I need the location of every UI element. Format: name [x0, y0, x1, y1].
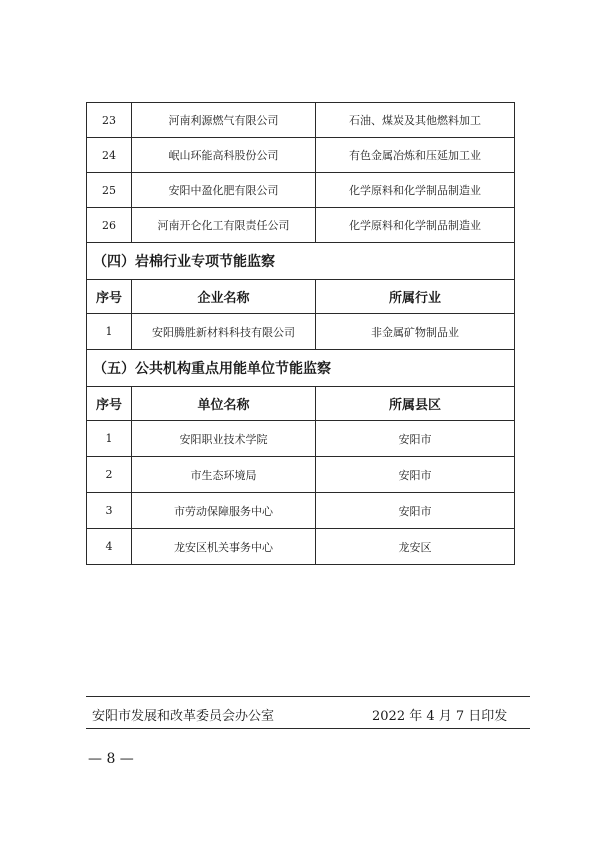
- company-name: 岷山环能高科股份公司: [132, 138, 316, 173]
- table-row: [87, 103, 515, 138]
- section-4-title: （四）岩棉行业专项节能监察: [87, 243, 515, 280]
- page-number: — 8 —: [88, 751, 134, 767]
- company-name: 安阳腾胜新材料科技有限公司: [132, 314, 316, 350]
- industry: 有色金属冶炼和压延加工业: [316, 138, 515, 173]
- unit-name: 龙安区机关事务中心: [132, 529, 316, 565]
- document-table-area: [86, 102, 514, 565]
- footer-top-rule: [86, 696, 530, 697]
- footer-bottom-rule: [86, 728, 530, 729]
- company-name: 河南开仑化工有限责任公司: [132, 208, 316, 243]
- district: 龙安区: [316, 529, 515, 565]
- table-row: [87, 493, 515, 529]
- header-number: 序号: [87, 387, 132, 421]
- unit-name: 市劳动保障服务中心: [132, 493, 316, 529]
- table-row: [87, 457, 515, 493]
- unit-name: 安阳职业技术学院: [132, 421, 316, 457]
- row-number: 24: [87, 138, 132, 173]
- header-district: 所属县区: [316, 387, 515, 421]
- industry: 非金属矿物制品业: [316, 314, 515, 350]
- table-row: [87, 173, 515, 208]
- industry: 化学原料和化学制品制造业: [316, 173, 515, 208]
- table-row: [87, 421, 515, 457]
- section-heading-row: [87, 350, 515, 387]
- table-header-row: [87, 387, 515, 421]
- header-number: 序号: [87, 280, 132, 314]
- row-number: 4: [87, 529, 132, 565]
- row-number: 3: [87, 493, 132, 529]
- row-number: 23: [87, 103, 132, 138]
- district: 安阳市: [316, 493, 515, 529]
- row-number: 26: [87, 208, 132, 243]
- header-company-name: 企业名称: [132, 280, 316, 314]
- table-row: [87, 314, 515, 350]
- section-heading-row: [87, 243, 515, 280]
- row-number: 25: [87, 173, 132, 208]
- row-number: 1: [87, 314, 132, 350]
- table-row: [87, 138, 515, 173]
- header-industry: 所属行业: [316, 280, 515, 314]
- table-row: [87, 529, 515, 565]
- unit-name: 市生态环境局: [132, 457, 316, 493]
- industry: 石油、煤炭及其他燃料加工: [316, 103, 515, 138]
- section-5-title: （五）公共机构重点用能单位节能监察: [87, 350, 515, 387]
- issuer-name: 安阳市发展和改革委员会办公室: [92, 709, 275, 724]
- monitoring-table: [86, 102, 515, 565]
- district: 安阳市: [316, 457, 515, 493]
- table-row: [87, 208, 515, 243]
- header-unit-name: 单位名称: [132, 387, 316, 421]
- company-name: 河南利源燃气有限公司: [132, 103, 316, 138]
- district: 安阳市: [316, 421, 515, 457]
- row-number: 2: [87, 457, 132, 493]
- table-header-row: [87, 280, 515, 314]
- company-name: 安阳中盈化肥有限公司: [132, 173, 316, 208]
- industry: 化学原料和化学制品制造业: [316, 208, 515, 243]
- issue-date: 2022 年 4 月 7 日印发: [372, 709, 508, 724]
- row-number: 1: [87, 421, 132, 457]
